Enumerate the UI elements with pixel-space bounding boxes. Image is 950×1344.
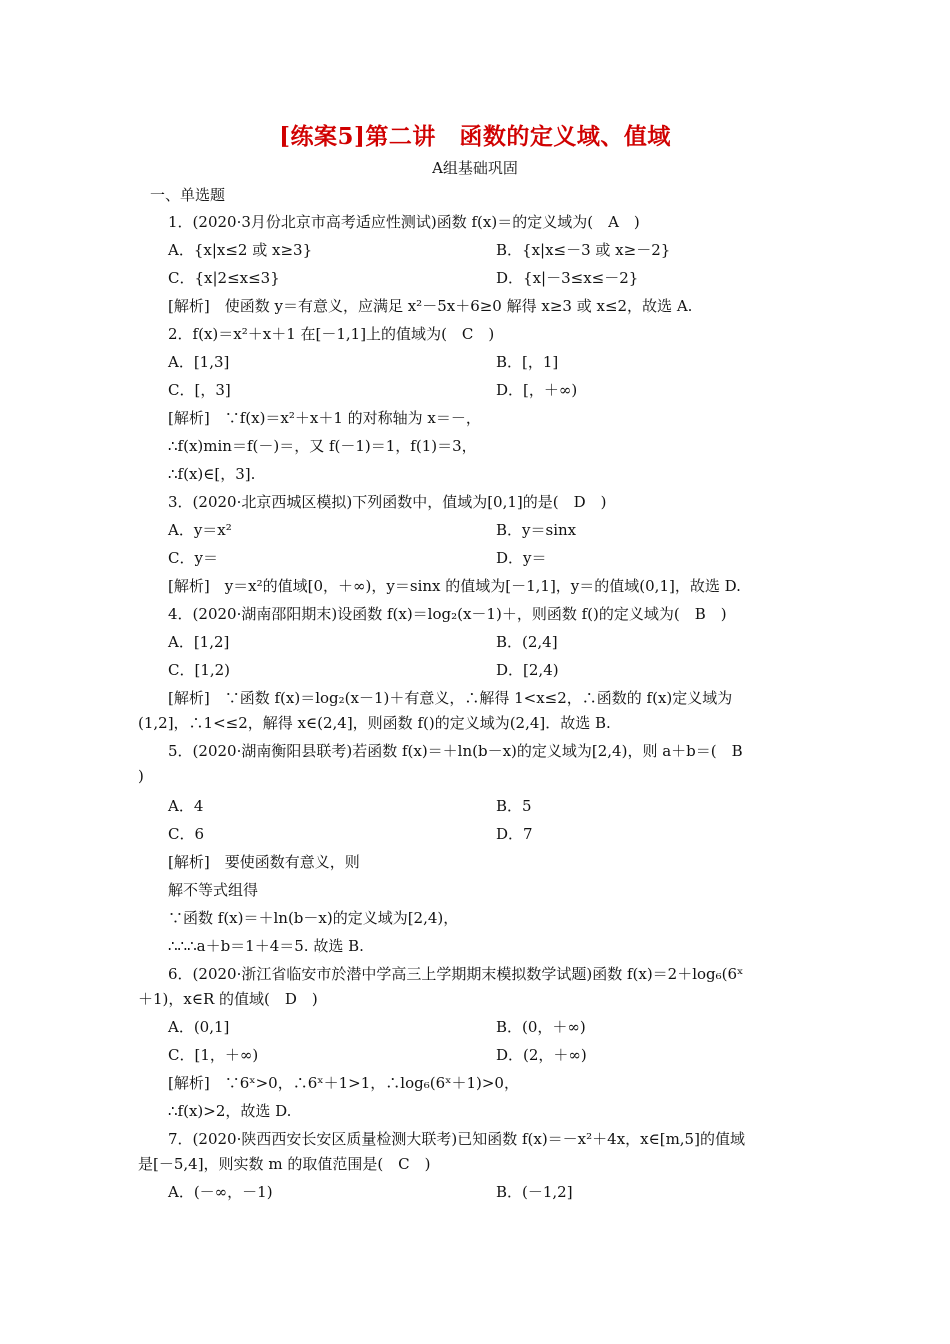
text-line: ∴f(x)∈[，3]. bbox=[168, 465, 256, 483]
text-line: [解析] ∵f(x)＝x²＋x＋1 的对称轴为 x＝－， bbox=[168, 409, 481, 427]
text-line: B．5 bbox=[496, 797, 532, 815]
text-line: [解析] y＝x²的值域[0，＋∞)，y＝sinx 的值域为[－1,1]，y＝的值域(0,1]，故选 D. bbox=[168, 577, 741, 595]
text-line: A．(0,1] bbox=[168, 1018, 230, 1036]
text-line: D．[，＋∞) bbox=[496, 381, 578, 399]
text-line: B．[，1] bbox=[496, 353, 559, 371]
text-line: [解析] ∵6ˣ>0，∴6ˣ＋1>1，∴log₆(6ˣ＋1)>0， bbox=[168, 1074, 519, 1092]
text-line: C．6 bbox=[168, 825, 205, 843]
text-line: 6．(2020·浙江省临安市於潜中学高三上学期期末模拟数学试题)函数 f(x)＝2＋log₆(6ˣ bbox=[168, 965, 744, 983]
text-line: [解析] 要使函数有意义，则 bbox=[168, 853, 360, 871]
text-line: B．(－1,2] bbox=[496, 1183, 573, 1201]
text-line: D．(2，＋∞) bbox=[496, 1046, 587, 1064]
text-line: ∴f(x)>2，故选 D. bbox=[168, 1102, 292, 1120]
text-line: [解析] ∵函数 f(x)＝log₂(x－1)＋有意义，∴解得 1<x≤2，∴函数的 f(x)定义域为 bbox=[168, 689, 733, 707]
text-line: B．{x|x≤－3 或 x≥－2} bbox=[496, 241, 671, 259]
text-line: 1．(2020·3月份北京市高考适应性测试)函数 f(x)＝的定义域为( A ) bbox=[168, 213, 640, 231]
text-line: A．[1,3] bbox=[168, 353, 230, 371]
text-line: D．{x|－3≤x≤－2} bbox=[496, 269, 639, 287]
text-line: C．[，3] bbox=[168, 381, 231, 399]
text-line: ＋1)，x∈R 的值域( D ) bbox=[138, 990, 318, 1008]
text-line: A．(－∞，－1) bbox=[168, 1183, 273, 1201]
text-line: D．7 bbox=[496, 825, 533, 843]
text-line: ) bbox=[138, 767, 144, 785]
text-line: 是[－5,4]，则实数 m 的取值范围是( C ) bbox=[138, 1155, 431, 1173]
text-line: ∴f(x)min＝f(－)＝，又 f(－1)＝1，f(1)＝3， bbox=[168, 437, 477, 455]
text-line: C．{x|2≤x≤3} bbox=[168, 269, 280, 287]
text-line: 4．(2020·湖南邵阳期末)设函数 f(x)＝log₂(x－1)＋，则函数 f()的定义域为( B ) bbox=[168, 605, 727, 623]
text-line: (1,2]，∴1<≤2，解得 x∈(2,4]，则函数 f()的定义域为(2,4]．故选 B. bbox=[138, 714, 611, 732]
text-line: 解不等式组得 bbox=[168, 881, 259, 899]
text-line: A．4 bbox=[168, 797, 204, 815]
text-line: B．y＝sinx bbox=[496, 521, 577, 539]
text-line: C．[1，＋∞) bbox=[168, 1046, 259, 1064]
section-heading: 一、单选题 bbox=[150, 186, 226, 204]
text-line: C．y＝ bbox=[168, 549, 218, 567]
text-line: 5．(2020·湖南衡阳县联考)若函数 f(x)＝＋ln(b－x)的定义域为[2,4)，则 a＋b＝( B bbox=[168, 742, 743, 760]
page-subtitle: A组基础巩固 bbox=[432, 159, 518, 177]
text-line: 2．f(x)＝x²＋x＋1 在[－1,1]上的值域为( C ) bbox=[168, 325, 495, 343]
text-line: A．{x|x≤2 或 x≥3} bbox=[168, 241, 313, 259]
text-line: B．(2,4] bbox=[496, 633, 558, 651]
text-line: B．(0，＋∞) bbox=[496, 1018, 586, 1036]
text-line: [解析] 使函数 y＝有意义，应满足 x²－5x＋6≥0 解得 x≥3 或 x≤2，故选 A. bbox=[168, 297, 693, 315]
text-line: ∵函数 f(x)＝＋ln(b－x)的定义域为[2,4)， bbox=[168, 909, 459, 927]
text-line: 7．(2020·陕西西安长安区质量检测大联考)已知函数 f(x)＝－x²＋4x，x∈[m,5]的值域 bbox=[168, 1130, 745, 1148]
text-line: C．[1,2) bbox=[168, 661, 231, 679]
text-line: D．y＝ bbox=[496, 549, 547, 567]
text-line: A．[1,2] bbox=[168, 633, 230, 651]
text-line: 3．(2020·北京西城区模拟)下列函数中，值域为[0,1]的是( D ) bbox=[168, 493, 607, 511]
text-line: ∴∴∴a＋b＝1＋4＝5. 故选 B. bbox=[168, 937, 364, 955]
text-line: A．y＝x² bbox=[168, 521, 232, 539]
page-title: [练案5]第二讲 函数的定义域、值域 bbox=[279, 123, 671, 150]
text-line: D．[2,4) bbox=[496, 661, 559, 679]
